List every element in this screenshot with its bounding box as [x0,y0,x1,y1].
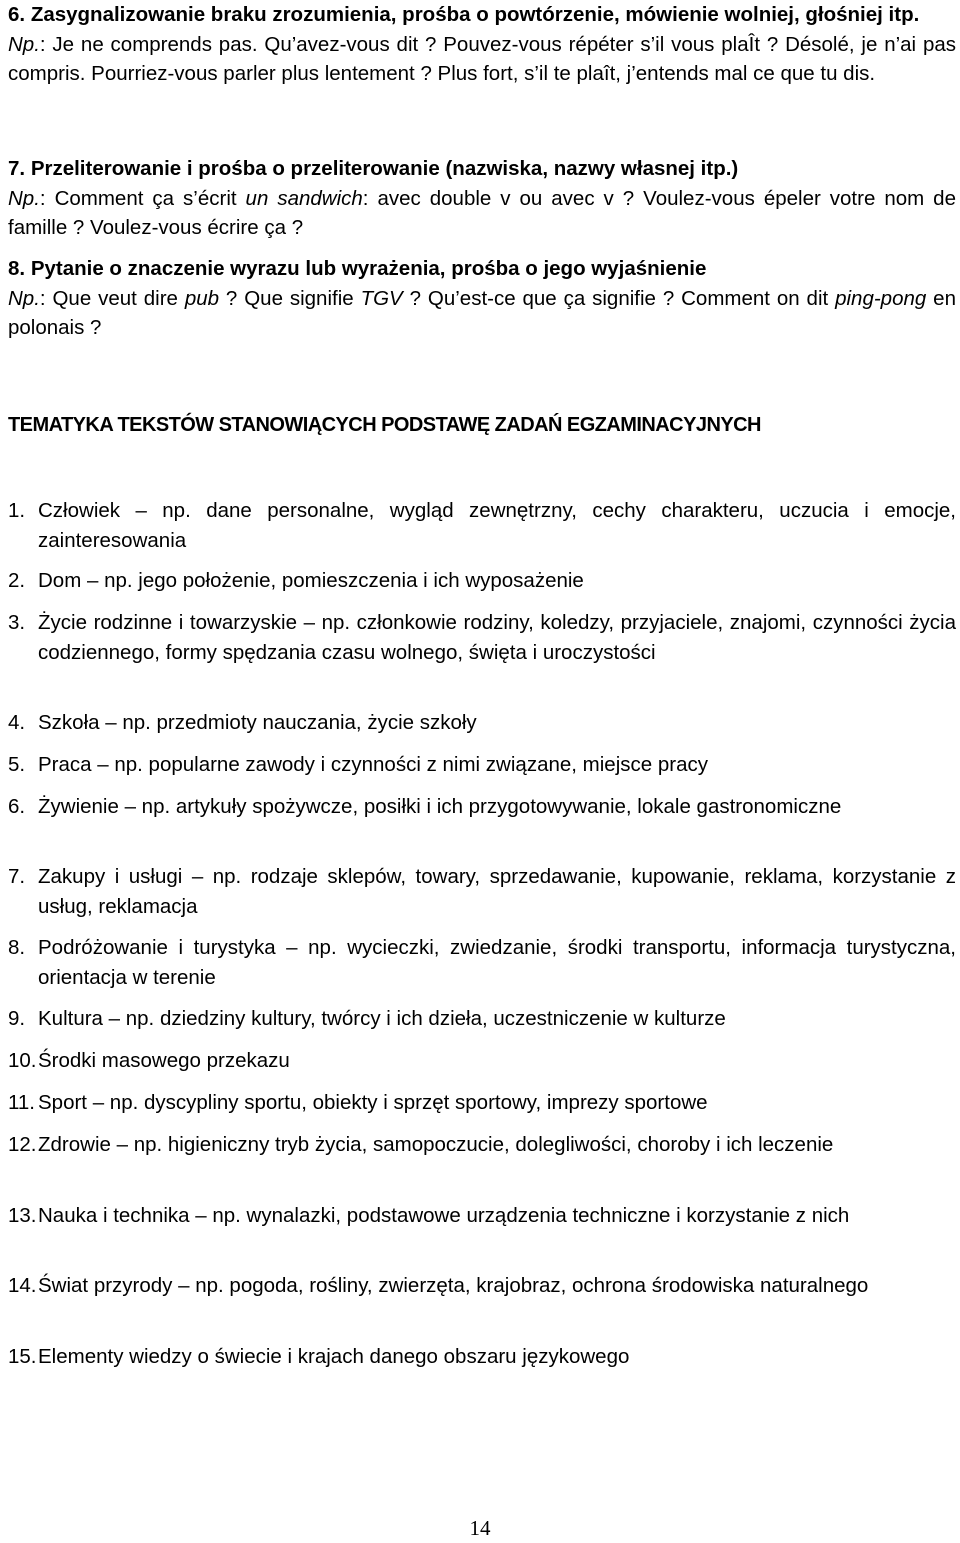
section-example [8,284,956,343]
topic-item [8,933,956,992]
topic-text: Sport – np. dyscypliny sportu, obiekty i sprzęt sportowy, imprezy sportowe [38,1091,708,1114]
topics-heading: TEMATYKA TEKSTÓW STANOWIĄCYCH PODSTAWĘ ZADAŃ EGZAMINACYJNYCH [8,414,761,436]
topic-number: 6. [8,795,26,818]
topic-text: Szkoła – np. przedmioty nauczania, życie szkoły [38,711,477,734]
topic-text: Zakupy i usługi – np. rodzaje sklepów, towary, sprzedawanie, kupowanie, reklama, korzystanie z usług, reklamacja [38,865,956,918]
topic-number: 13. [8,1204,37,1227]
topic-number: 3. [8,611,26,634]
topic-text: Dom – np. jego położenie, pomieszczenia i ich wyposażenie [38,569,584,592]
topic-text: Człowiek – np. dane personalne, wygląd zewnętrzny, cechy charakteru, uczucia i emocje, zainteresowania [38,499,956,552]
example-text-italic: un sandwich [245,186,363,210]
topic-item [8,862,956,921]
topic-item [8,1046,956,1076]
topic-number: 14. [8,1274,37,1297]
example-text: : Je ne comprends pas. Qu’avez-vous dit ? Pouvez-vous répéter s’il vous plaÎt ? Désolé, je n’ai pas compris. Pourriez-vous parler plus lentement ? Plus fort, s’il te plaît, j’entends mal ce que tu dis. [8,32,956,85]
section-6 [8,0,956,89]
topic-text: Podróżowanie i turystyka – np. wycieczki, zwiedzanie, środki transportu, informacja turystyczna, orientacja w terenie [38,936,956,989]
section-number: 7. [8,157,26,180]
topic-item [8,1201,956,1231]
topic-text: Praca – np. popularne zawody i czynności z nimi związane, miejsce pracy [38,753,708,776]
example-text: ? Qu’est-ce que ça signifie ? Comment on dit [402,286,836,310]
section-title [8,254,956,284]
topic-item [8,566,956,596]
example-label: Np. [8,32,40,56]
topic-item [8,608,956,667]
example-text: : Comment ça s’écrit [39,186,246,210]
topic-number: 11. [8,1091,35,1114]
topic-number: 5. [8,753,26,776]
example-label: Np. [8,186,40,210]
topic-text: Zdrowie – np. higieniczny tryb życia, samopoczucie, dolegliwości, choroby i ich leczenie [38,1133,834,1156]
section-title [8,0,956,30]
topic-text: Elementy wiedzy o świecie i krajach danego obszaru językowego [38,1345,630,1368]
topic-text: Nauka i technika – np. wynalazki, podstawowe urządzenia techniczne i korzystanie z nich [38,1204,850,1227]
topic-number: 2. [8,569,26,592]
section-example [8,184,956,243]
example-label: Np. [8,286,40,310]
topic-text: Żywienie – np. artykuły spożywcze, posiłki i ich przygotowywanie, lokale gastronomiczne [38,795,842,818]
section-number: 6. [8,3,26,26]
topic-number: 1. [8,499,26,522]
topic-item [8,1004,956,1034]
section-title-text: Zasygnalizowanie braku zrozumienia, prośba o powtórzenie, mówienie wolniej, głośniej itp. [30,3,920,26]
topic-item [8,496,956,555]
topic-item [8,708,956,738]
topic-text: Kultura – np. dziedziny kultury, twórcy i ich dzieła, uczestniczenie w kulturze [38,1007,726,1030]
topic-item [8,750,956,780]
example-text: : avec double v ou avec v ? Voulez-vous épeler votre nom de famille ? Voulez-vous écrire ça ? [8,186,956,239]
topic-number: 10. [8,1049,37,1072]
example-text: ? Que signifie [219,286,361,310]
example-text-italic: TGV [360,286,403,310]
topic-number: 12. [8,1133,37,1156]
example-text-italic: pub [184,286,220,310]
section-number: 8. [8,257,26,280]
topic-item [8,792,956,822]
section-example [8,30,956,89]
section-8 [8,254,956,343]
page-number: 14 [469,1516,491,1540]
topic-number: 4. [8,711,26,734]
topic-number: 9. [8,1007,26,1030]
section-title-text: Pytanie o znaczenie wyrazu lub wyrażenia, prośba o jego wyjaśnienie [30,257,707,280]
topic-text: Środki masowego przekazu [38,1049,290,1072]
topic-item [8,1342,956,1372]
example-text-italic: ping-pong [835,286,927,310]
topic-text: Świat przyrody – np. pogoda, rośliny, zwierzęta, krajobraz, ochrona środowiska naturalnego [38,1274,869,1297]
section-7 [8,154,956,243]
topic-item [8,1271,956,1301]
topic-item [8,1088,956,1118]
section-title-text: Przeliterowanie i prośba o przeliterowanie (nazwiska, nazwy własnej itp.) [30,157,739,180]
example-text: : Que veut dire [39,286,185,310]
topic-number: 8. [8,936,26,959]
topic-text: Życie rodzinne i towarzyskie – np. członkowie rodziny, koledzy, przyjaciele, znajomi, czynności życia codziennego, formy spędzania czasu wolnego, święta i uroczystości [38,611,956,664]
topic-number: 15. [8,1345,37,1368]
example-text: en polonais ? [8,286,956,339]
topic-number: 7. [8,865,26,888]
section-title [8,154,956,184]
topic-item [8,1130,956,1160]
